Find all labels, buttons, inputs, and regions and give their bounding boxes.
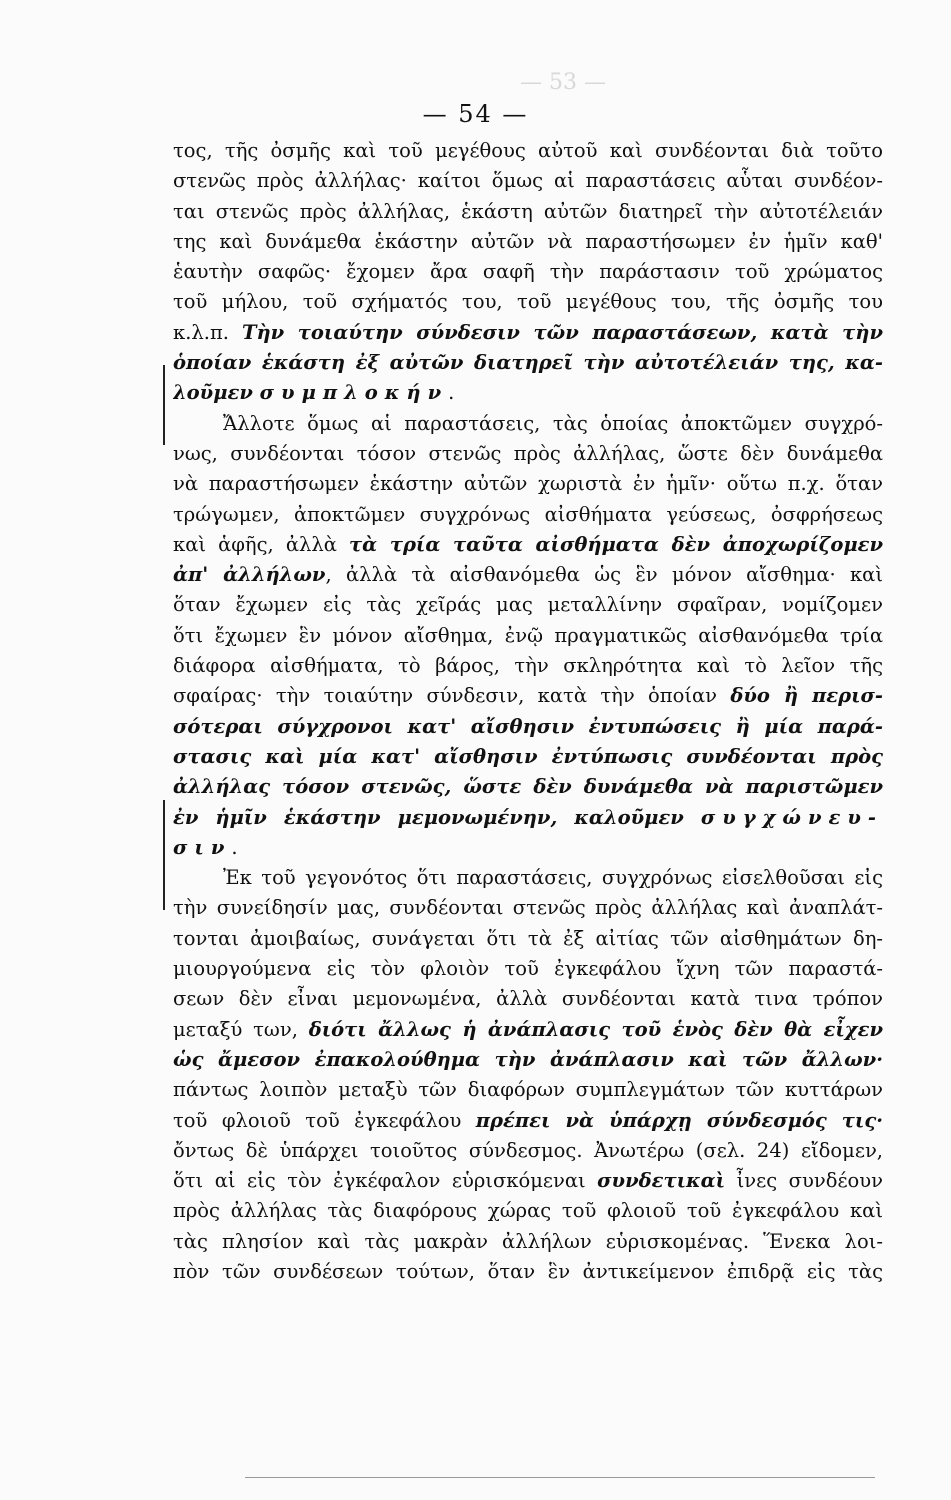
text-line bbox=[173, 742, 883, 772]
text-segment: τὰς πλησίον καὶ τὰς μακρὰν ἀλλήλων εὑρισκομένας. Ἕνεκα λοι- bbox=[173, 1229, 883, 1253]
emphasized-text: ὁποίαν ἑκάστη ἐξ αὐτῶν διατηρεῖ τὴν αὐτοτέλειάν της, κα- bbox=[173, 351, 883, 375]
page-number: — 54 — bbox=[422, 100, 529, 128]
text-segment: πάντως λοιπὸν μεταξὺ τῶν διαφόρων συμπλεγμάτων τῶν κυττάρων bbox=[173, 1078, 883, 1102]
text-segment: ὅτι αἱ εἰς τὸν ἐγκέφαλον εὑρισκόμεναι bbox=[173, 1169, 598, 1193]
emphasized-text: συνδετικαὶ bbox=[597, 1169, 726, 1193]
text-line bbox=[173, 621, 883, 651]
text-line bbox=[173, 439, 883, 469]
emphasized-text: πρέπει νὰ ὑπάρχῃ σύνδεσμός τις· bbox=[475, 1108, 883, 1132]
text-line bbox=[173, 1257, 883, 1287]
text-line bbox=[173, 287, 883, 317]
text-segment: στενῶς πρὸς ἀλλήλας· καίτοι ὅμως αἱ παραστάσεις αὗται συνδέον- bbox=[173, 169, 883, 193]
text-line bbox=[173, 560, 883, 590]
text-segment: μιουργούμενα εἰς τὸν φλοιὸν τοῦ ἐγκεφάλου ἴχνη τῶν παραστά- bbox=[173, 957, 883, 981]
body-text bbox=[173, 136, 883, 1287]
text-line bbox=[173, 893, 883, 923]
text-segment: σεων δὲν εἶναι μεμονωμένα, ἀλλὰ συνδέονται κατὰ τινα τρόπον bbox=[173, 987, 883, 1011]
text-line bbox=[173, 863, 883, 893]
emphasized-text: ὡς ἄμεσον ἐπακολούθημα τὴν ἀνάπλασιν καὶ τῶν ἄλλων· bbox=[173, 1047, 883, 1071]
text-segment: ται στενῶς πρὸς ἀλλήλας, ἑκάστη αὐτῶν διατηρεῖ τὴν αὐτοτέλειάν bbox=[173, 199, 883, 223]
text-segment: ὅταν ἔχωμεν εἰς τὰς χεῖράς μας μεταλλίνην σφαῖραν, νομίζομεν bbox=[173, 593, 883, 617]
text-line bbox=[173, 1075, 883, 1105]
text-line bbox=[173, 1136, 883, 1166]
text-segment: νὰ παραστήσωμεν ἑκάστην αὐτῶν χωριστὰ ἐν ἡμῖν· οὕτω π.χ. ὅταν bbox=[173, 472, 883, 496]
emphasized-text: δύο ἢ περισ- bbox=[730, 684, 883, 708]
text-segment: Ἄλλοτε ὅμως αἱ παραστάσεις, τὰς ὁποίας ἀποκτῶμεν συγχρό- bbox=[223, 411, 883, 435]
text-line bbox=[173, 378, 883, 408]
text-line bbox=[173, 227, 883, 257]
text-segment: νως, συνδέονται τόσον στενῶς πρὸς ἀλλήλας, ὥστε δὲν δυνάμεθα bbox=[173, 441, 883, 465]
text-segment: τὴν συνείδησίν μας, συνδέονται στενῶς πρὸς ἀλλήλας καὶ ἀναπλάτ- bbox=[173, 896, 883, 920]
emphasized-text: σότεραι σύγχρονοι κατ' αἴσθησιν ἐντυπώσεις ἢ μία παρά- bbox=[173, 714, 883, 738]
text-segment: ὄντως δὲ ὑπάρχει τοιοῦτος σύνδεσμος. Ἀνωτέρω (σελ. 24) εἴδομεν, bbox=[173, 1138, 883, 1162]
text-line bbox=[173, 803, 883, 833]
text-segment: κ.λ.π. bbox=[173, 320, 242, 344]
text-segment: ἑαυτὴν σαφῶς· ἔχομεν ἄρα σαφῆ τὴν παράστασιν τοῦ χρώματος bbox=[173, 260, 883, 284]
text-line bbox=[173, 530, 883, 560]
text-line bbox=[173, 590, 883, 620]
text-segment: μεταξύ των, bbox=[173, 1017, 309, 1041]
text-segment: σφαίρας· τὴν τοιαύτην σύνδεσιν, κατὰ τὴν ὁποίαν bbox=[173, 684, 731, 708]
margin-mark bbox=[163, 365, 165, 445]
text-line bbox=[173, 1045, 883, 1075]
emphasized-text: διότι ἄλλως ἡ ἀνάπλασις τοῦ ἑνὸς δὲν θὰ εἶχεν bbox=[308, 1017, 883, 1041]
text-segment: πὸν τῶν συνδέσεων τούτων, ὅταν ἓν ἀντικείμενον ἐπιδρᾷ εἰς τὰς bbox=[173, 1259, 883, 1283]
text-line bbox=[173, 712, 883, 742]
text-line bbox=[173, 197, 883, 227]
text-segment: πρὸς ἀλλήλας τὰς διαφόρους χώρας τοῦ φλοιοῦ τοῦ ἐγκεφάλου καὶ bbox=[173, 1199, 883, 1223]
bleed-through-page-number: — 53 — bbox=[520, 70, 606, 95]
emphasized-text: στασις καὶ μία κατ' αἴσθησιν ἐντύπωσις συνδέονται πρὸς bbox=[173, 744, 883, 768]
text-segment: τοῦ μήλου, τοῦ σχήματός του, τοῦ μεγέθους του, τῆς ὀσμῆς του bbox=[173, 290, 883, 314]
emphasized-text: ἐν ἡμῖν ἑκάστην μεμονωμένην, καλοῦμεν bbox=[173, 805, 701, 829]
text-line bbox=[173, 1227, 883, 1257]
margin-mark bbox=[163, 800, 165, 910]
text-segment: τος, τῆς ὀσμῆς καὶ τοῦ μεγέθους αὐτοῦ καὶ συνδέονται διὰ τοῦτο bbox=[173, 139, 883, 162]
text-line bbox=[173, 166, 883, 196]
text-line bbox=[173, 651, 883, 681]
text-line bbox=[173, 833, 883, 863]
emphasized-text: Τὴν τοιαύτην σύνδεσιν τῶν παραστάσεων, κατὰ τὴν bbox=[241, 320, 883, 344]
text-line bbox=[173, 469, 883, 499]
text-segment: τοῦ φλοιοῦ τοῦ ἐγκεφάλου bbox=[173, 1108, 476, 1132]
text-line bbox=[173, 772, 883, 802]
text-line bbox=[173, 984, 883, 1014]
text-line bbox=[173, 409, 883, 439]
text-line bbox=[173, 954, 883, 984]
text-segment: , ἀλλὰ τὰ αἰσθανόμεθα ὡς ἓν μόνον αἴσθημα· καὶ bbox=[325, 563, 883, 587]
text-line bbox=[173, 1106, 883, 1136]
text-line bbox=[173, 681, 883, 711]
text-line bbox=[173, 257, 883, 287]
text-segment: ὅτι ἔχωμεν ἓν μόνον αἴσθημα, ἐνῷ πραγματικῶς αἰσθανόμεθα τρία bbox=[173, 623, 883, 647]
emphasized-text: συγχώνευ- bbox=[700, 805, 883, 829]
emphasized-text: σιν bbox=[173, 835, 232, 859]
emphasized-text: τὰ τρία ταῦτα αἰσθήματα δὲν ἀποχωρίζομεν bbox=[349, 532, 883, 556]
emphasized-text: λοῦμεν bbox=[173, 381, 260, 405]
emphasized-text: ἀπ' ἀλλήλων bbox=[173, 563, 326, 587]
text-line bbox=[173, 1196, 883, 1226]
text-segment: της καὶ δυνάμεθα ἑκάστην αὐτῶν νὰ παραστήσωμεν ἐν ἡμῖν καθ' bbox=[173, 229, 883, 253]
text-line bbox=[173, 1015, 883, 1045]
emphasized-text: συμπλοκήν bbox=[259, 381, 449, 405]
text-segment: . bbox=[231, 835, 238, 859]
text-line bbox=[173, 500, 883, 530]
text-line bbox=[173, 1166, 883, 1196]
emphasized-text: ἀλλήλας τόσον στενῶς, ὥστε δὲν δυνάμεθα νὰ παριστῶμεν bbox=[173, 775, 883, 799]
underline-rule bbox=[245, 1477, 875, 1478]
text-segment: τρώγωμεν, ἀποκτῶμεν συγχρόνως αἰσθήματα γεύσεως, ὀσφρήσεως bbox=[173, 502, 883, 526]
text-segment: . bbox=[448, 381, 455, 405]
text-line bbox=[173, 136, 883, 166]
text-segment: διάφορα αἰσθήματα, τὸ βάρος, τὴν σκληρότητα καὶ τὸ λεῖον τῆς bbox=[173, 654, 883, 678]
text-line bbox=[173, 348, 883, 378]
text-line bbox=[173, 924, 883, 954]
text-segment: καὶ ἁφῆς, ἀλλὰ bbox=[173, 532, 349, 556]
text-segment: ἶνες συνδέουν bbox=[725, 1169, 883, 1193]
text-line bbox=[173, 318, 883, 348]
text-segment: τονται ἀμοιβαίως, συνάγεται ὅτι τὰ ἐξ αἰτίας τῶν αἰσθημάτων δη- bbox=[173, 926, 883, 950]
text-segment: Ἐκ τοῦ γεγονότος ὅτι παραστάσεις, συγχρόνως εἰσελθοῦσαι εἰς bbox=[223, 866, 883, 890]
